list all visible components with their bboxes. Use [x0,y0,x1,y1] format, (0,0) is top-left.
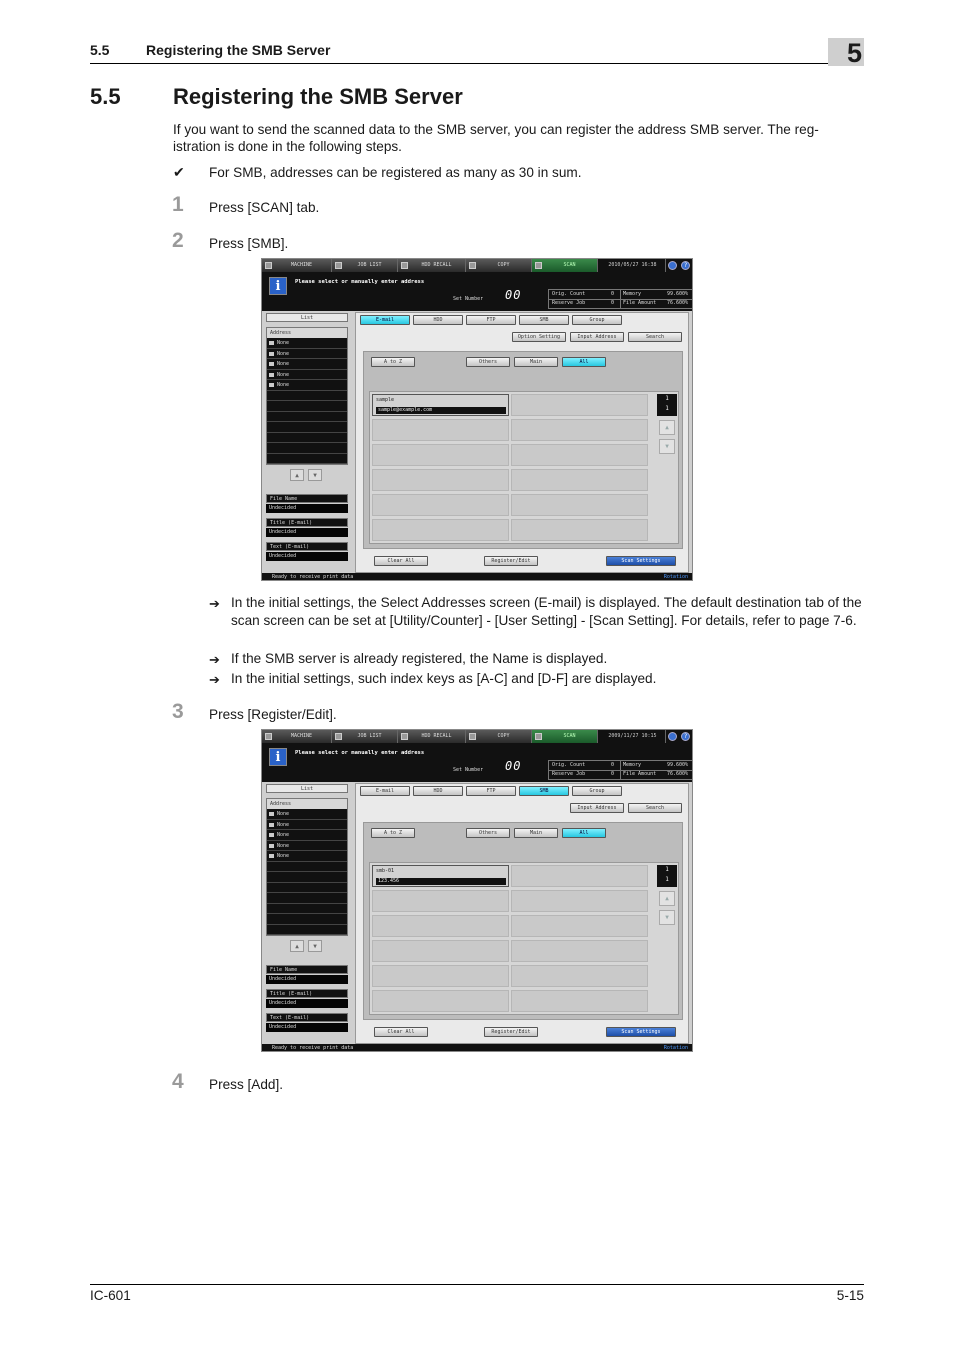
orig-count-value: 0 [611,291,615,297]
list-item[interactable]: None [267,809,347,820]
footer-product: IC-601 [90,1288,131,1303]
register-edit-button[interactable]: Register/Edit [484,1027,538,1037]
entry-name: sample [376,397,395,403]
clear-all-button[interactable]: Clear All [374,556,428,566]
tab-group[interactable]: Group [572,315,622,325]
file-amount-label: File Amount [623,300,657,306]
status-text: Ready to receive print data [272,1045,354,1051]
address-list [266,798,348,936]
file-name-value[interactable]: Undecided [266,504,348,513]
text-value[interactable]: Undecided [266,552,348,561]
header-section-title: Registering the SMB Server [146,42,331,58]
instruction-message: Please select or manually enter address [295,750,425,756]
hdd-icon [401,262,408,269]
address-grid [369,391,679,544]
header-rule [90,63,864,64]
title-value[interactable]: Undecided [266,528,348,537]
step-text-1: Press [SCAN] tab. [209,200,320,215]
list-item[interactable]: None [267,380,347,391]
status-text: Ready to receive print data [272,574,354,580]
footer-page-number: 5-15 [836,1288,864,1303]
file-name-label: File Name [266,965,348,974]
file-amount-value: 76.600% [667,300,689,306]
orig-count-label: Orig. Count [552,762,586,768]
tab-hdd-recall[interactable]: HDD RECALL [398,730,466,743]
section-number: 5.5 [90,84,121,109]
machine-icon [265,262,272,269]
index-a-to-z[interactable]: A to Z [371,828,415,838]
input-address-button[interactable]: Input Address [570,803,624,813]
help-icon[interactable]: ? [681,261,690,270]
memory-value: 99.600% [667,291,689,297]
list-item[interactable]: None [267,851,347,862]
orig-count-value: 0 [611,762,615,768]
scroll-up-icon[interactable]: ▲ [290,469,304,481]
email-icon [269,341,274,345]
scan-icon [535,262,542,269]
email-icon [269,812,274,816]
scroll-down-icon[interactable]: ▼ [308,940,322,952]
message-bar [262,743,693,782]
page-down-icon[interactable]: ▼ [659,439,675,454]
step-number-2: 2 [172,229,184,252]
address-header: Address [267,799,347,809]
page-up-icon[interactable]: ▲ [659,420,675,435]
tab-ftp[interactable]: FTP [466,786,516,796]
set-number-value: 00 [505,759,522,773]
list-icon [335,733,342,740]
scan-settings-button[interactable]: Scan Settings [606,1027,676,1037]
header-section-number: 5.5 [90,42,110,58]
scan-settings-button[interactable]: Scan Settings [606,556,676,566]
address-area [363,822,683,1020]
note-2: If the SMB server is already registered, the Name is displayed. [231,651,608,666]
reserve-job-label: Reserve Job [552,300,586,306]
ftp-icon [269,833,274,837]
list-item[interactable]: None [267,820,347,831]
tab-machine[interactable]: MACHINE [262,259,332,272]
arrow-icon: ➔ [209,652,220,667]
step-number-4: 4 [172,1070,184,1093]
tab-scan[interactable]: SCAN [532,730,598,743]
index-main[interactable]: Main [514,828,558,838]
entry-name: smb-01 [376,868,395,874]
group-icon [269,383,274,387]
tab-group[interactable]: Group [572,786,622,796]
index-main[interactable]: Main [514,357,558,367]
text-label: Text (E-mail) [266,542,348,551]
tab-smb[interactable]: SMB [519,315,569,325]
status-panel [548,760,693,780]
arrow-icon: ➔ [209,672,220,687]
machine-icon [265,733,272,740]
globe-icon[interactable] [668,261,677,270]
page-down-icon[interactable]: ▼ [659,910,675,925]
intro-paragraph: If you want to send the scanned data to the SMB server, you can register the address SMB server. The reg-istration is done in the following steps. [173,122,819,154]
list-button[interactable]: List [266,784,348,793]
right-panel [355,312,689,573]
orig-count-label: Orig. Count [552,291,586,297]
address-grid [369,862,679,1015]
title-label: Title (E-mail) [266,518,348,527]
help-icon[interactable]: ? [681,732,690,741]
list-item[interactable]: None [267,830,347,841]
smb-icon [269,844,274,848]
step-number-1: 1 [172,193,184,216]
right-panel [355,783,689,1044]
page-up-icon[interactable]: ▲ [659,891,675,906]
address-entry[interactable] [372,394,509,416]
footer-rule [90,1284,864,1285]
file-amount-label: File Amount [623,771,657,777]
text-label: Text (E-mail) [266,1013,348,1022]
message-bar [262,272,693,311]
list-item[interactable]: None [267,841,347,852]
title-label: Title (E-mail) [266,989,348,998]
smb-icon [269,373,274,377]
reserve-job-label: Reserve Job [552,771,586,777]
left-panel [264,784,350,1041]
check-note: For SMB, addresses can be registered as many as 30 in sum. [209,165,582,180]
copy-icon [469,262,476,269]
copy-icon [469,733,476,740]
option-setting-button[interactable]: Option Setting [512,332,566,342]
search-button[interactable]: Search [628,332,682,342]
info-icon: i [269,748,287,766]
tab-hdd[interactable]: HDD [413,786,463,796]
tab-machine[interactable]: MACHINE [262,730,332,743]
chapter-number: 5 [828,38,864,66]
tab-email[interactable]: E-mail [360,786,410,796]
left-panel [264,313,350,570]
input-address-button[interactable]: Input Address [570,332,624,342]
scan-screen-screenshot-2 [261,729,693,1052]
reserve-job-value: 0 [611,771,615,777]
index-all[interactable]: All [562,828,606,838]
index-others[interactable]: Others [466,828,510,838]
tab-copy[interactable]: COPY [466,259,532,272]
file-name-value[interactable]: Undecided [266,975,348,984]
tab-scan[interactable]: SCAN [532,259,598,272]
tab-smb[interactable]: SMB [519,786,569,796]
rotation-indicator[interactable]: Rotation [663,574,688,580]
address-entry[interactable] [372,865,509,887]
list-item[interactable]: None [267,338,347,349]
memory-label: Memory [623,291,642,297]
hdd-icon [269,352,274,356]
note-3: In the initial settings, such index keys as [A-C] and [D-F] are displayed. [231,671,657,686]
scroll-up-icon[interactable]: ▲ [290,940,304,952]
tab-copy[interactable]: COPY [466,730,532,743]
step-text-2: Press [SMB]. [209,236,289,251]
file-name-label: File Name [266,494,348,503]
set-number-label: Set Number [453,296,484,302]
index-others[interactable]: Others [466,357,510,367]
scan-screen-screenshot-1 [261,258,693,581]
scan-icon [535,733,542,740]
list-button[interactable]: List [266,313,348,322]
list-item[interactable]: None [267,349,347,360]
arrow-icon: ➔ [209,596,220,611]
status-panel [548,289,693,309]
tab-ftp[interactable]: FTP [466,315,516,325]
tab-hdd-recall[interactable]: HDD RECALL [398,259,466,272]
help-buttons [666,259,693,272]
list-item[interactable]: None [267,359,347,370]
status-bar [262,1044,693,1052]
step-text-3: Press [Register/Edit]. [209,707,337,722]
register-edit-button[interactable]: Register/Edit [484,556,538,566]
step-number-3: 3 [172,700,184,723]
scroll-down-icon[interactable]: ▼ [308,469,322,481]
hdd-icon [401,733,408,740]
page-indicator: 1 1 [657,865,677,887]
list-icon [335,262,342,269]
help-buttons [666,730,693,743]
tab-hdd[interactable]: HDD [413,315,463,325]
search-button[interactable]: Search [628,803,682,813]
ftp-icon [269,362,274,366]
top-tab-bar [262,730,693,743]
check-icon: ✔ [173,164,185,180]
instruction-message: Please select or manually enter address [295,279,425,285]
text-value[interactable]: Undecided [266,1023,348,1032]
info-icon: i [269,277,287,295]
page-indicator: 1 1 [657,394,677,416]
reserve-job-value: 0 [611,300,615,306]
index-all[interactable]: All [562,357,606,367]
address-header: Address [267,328,347,338]
tab-email[interactable]: E-mail [360,315,410,325]
index-a-to-z[interactable]: A to Z [371,357,415,367]
datetime: 2010/05/27 16:38 [598,259,666,272]
section-title: Registering the SMB Server [173,84,463,109]
rotation-indicator[interactable]: Rotation [663,1045,688,1051]
entry-address: 123.456 [376,878,506,885]
memory-label: Memory [623,762,642,768]
note-1: In the initial settings, the Select Addresses screen (E-mail) is displayed. The default destination tab of the scan screen can be set at [Utility/Counter] - [User Setting] - [Scan Setting]. For details, refer to page 7-6. [231,595,862,628]
step-text-4: Press [Add]. [209,1077,284,1092]
title-value[interactable]: Undecided [266,999,348,1008]
status-bar [262,573,693,581]
file-amount-value: 76.600% [667,771,689,777]
list-item[interactable]: None [267,370,347,381]
clear-all-button[interactable]: Clear All [374,1027,428,1037]
hdd-icon [269,823,274,827]
globe-icon[interactable] [668,732,677,741]
address-area [363,351,683,549]
memory-value: 99.600% [667,762,689,768]
set-number-label: Set Number [453,767,484,773]
datetime: 2009/11/27 10:15 [598,730,666,743]
set-number-value: 00 [505,288,522,302]
tab-job-list[interactable]: JOB LIST [332,259,398,272]
group-icon [269,854,274,858]
entry-address: sample@example.com [376,407,506,414]
tab-job-list[interactable]: JOB LIST [332,730,398,743]
top-tab-bar [262,259,693,272]
address-list [266,327,348,465]
